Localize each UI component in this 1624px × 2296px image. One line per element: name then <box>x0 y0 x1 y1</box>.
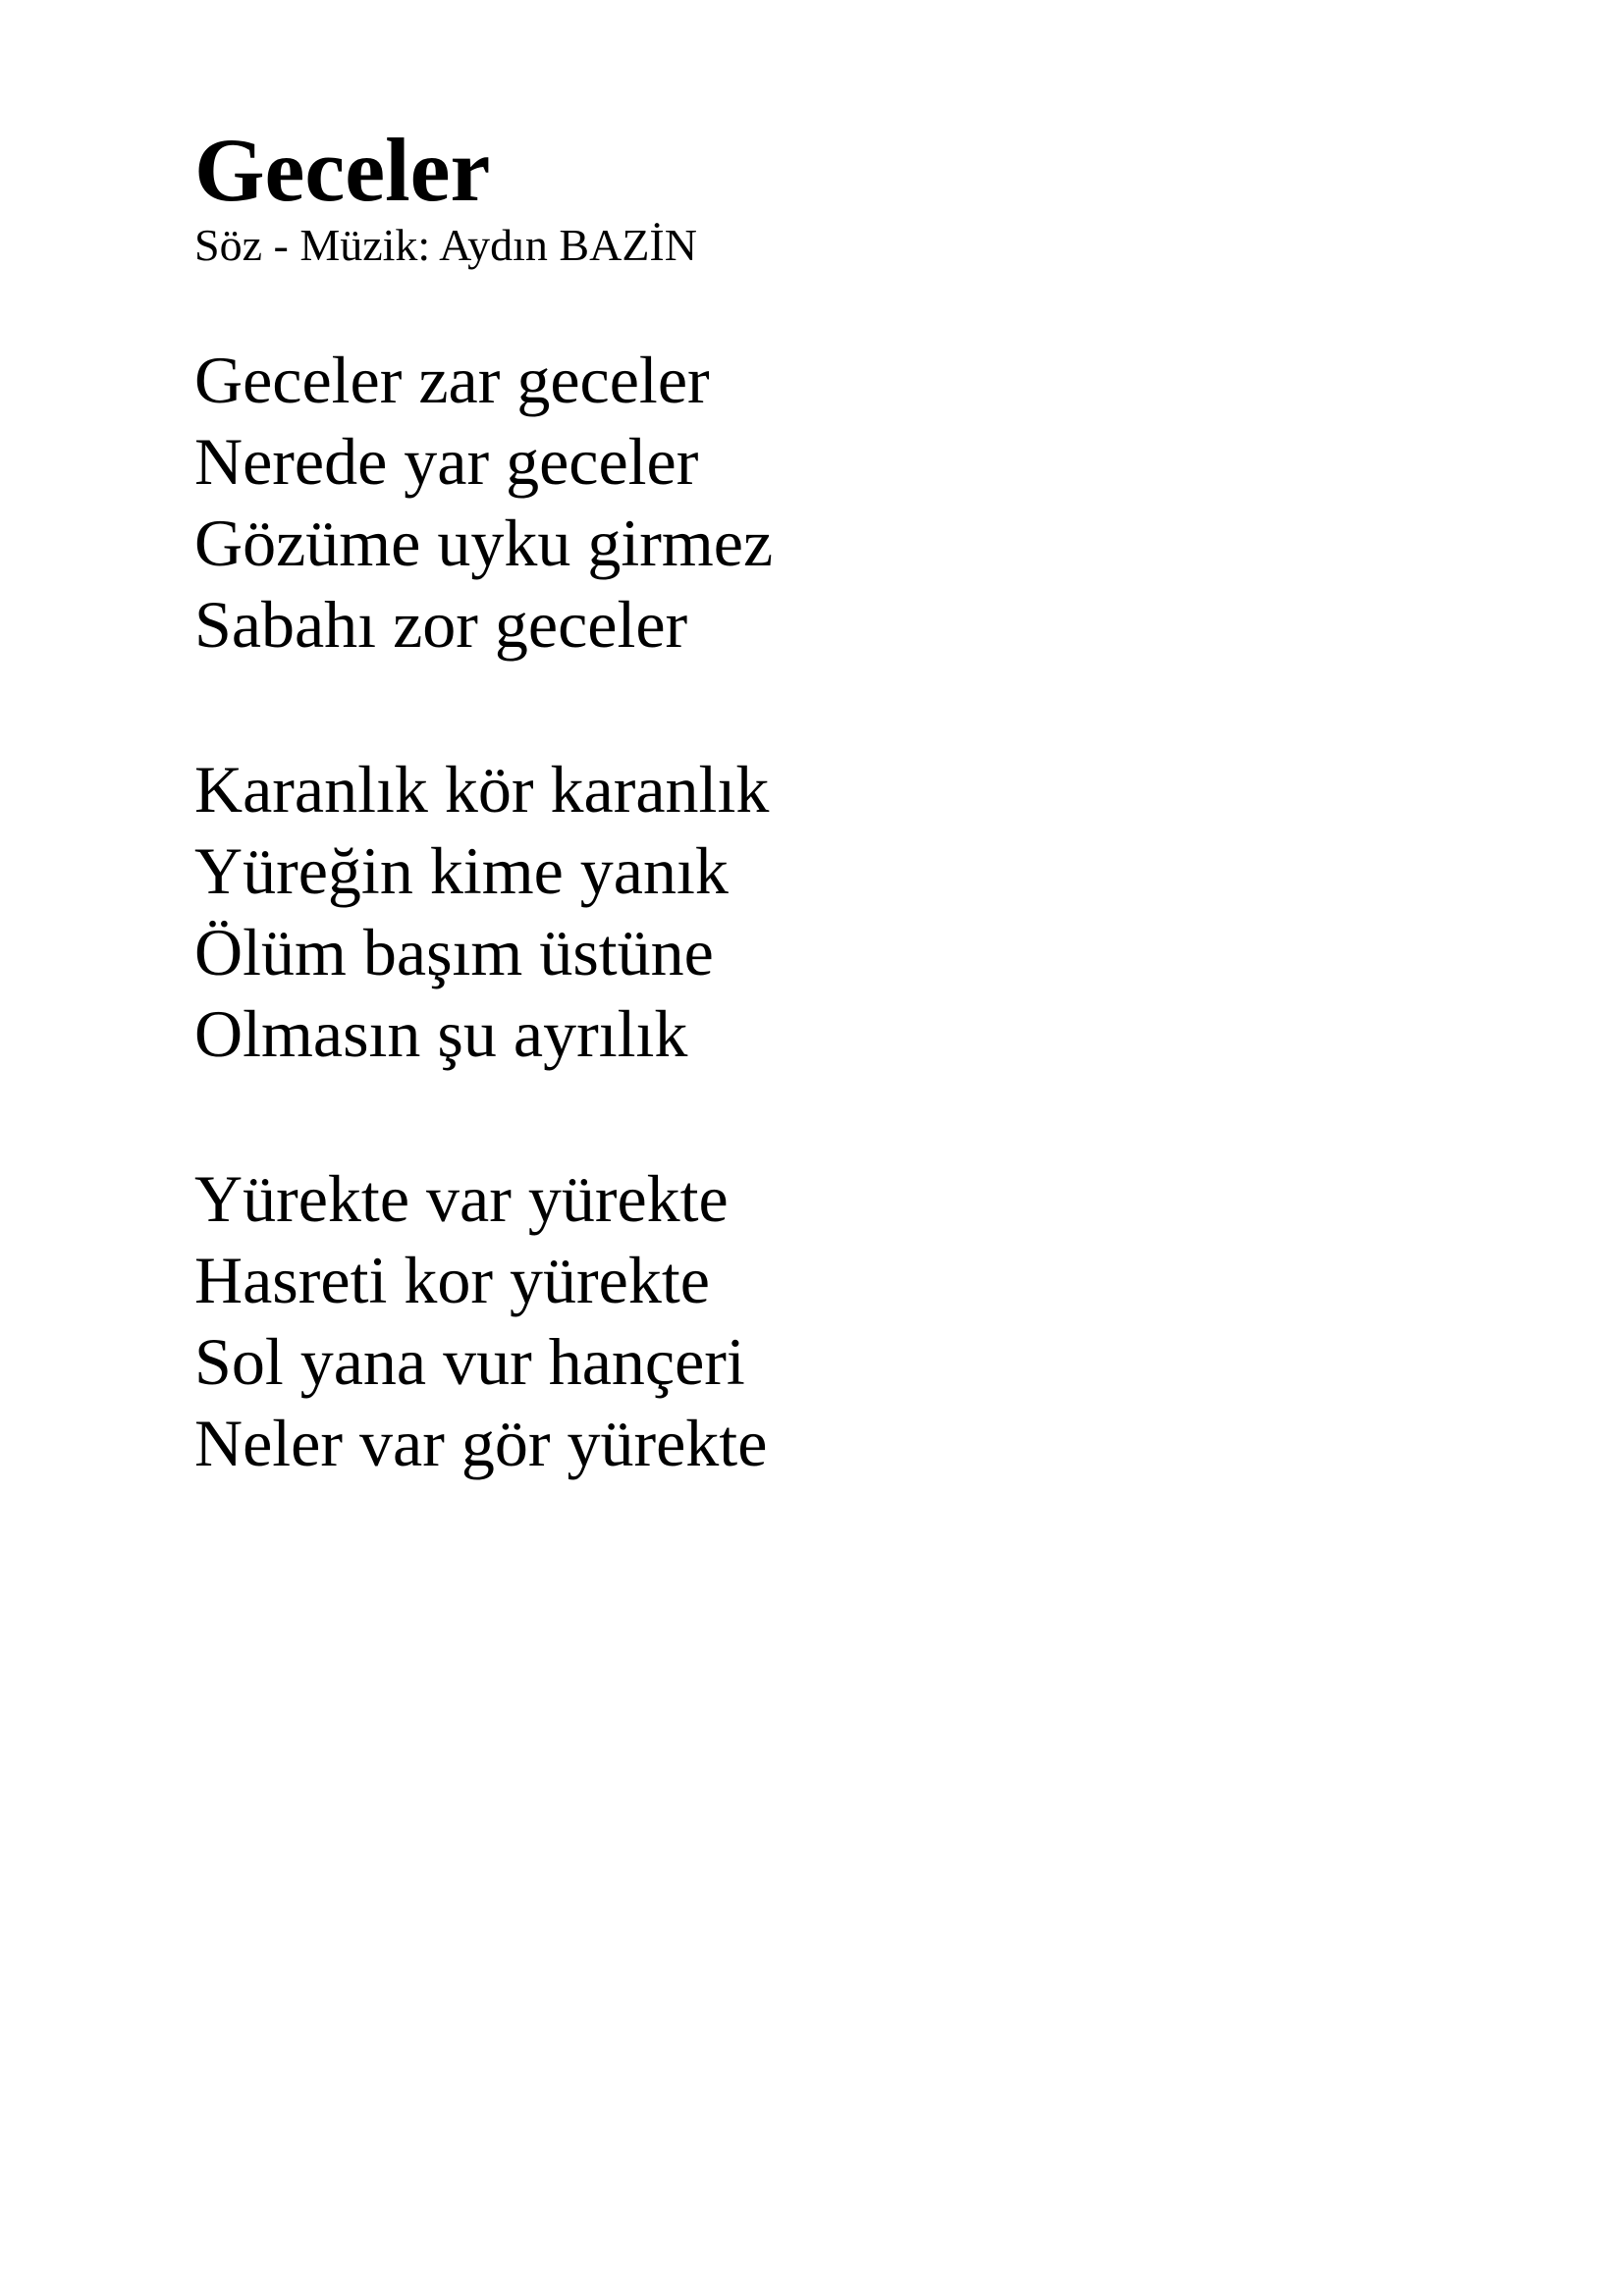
lyric-line: Sol yana vur hançeri <box>194 1324 745 1399</box>
lyric-line: Nerede yar geceler <box>194 424 699 499</box>
lyric-line: Yüreğin kime yanık <box>194 833 729 908</box>
lyric-line: Ölüm başım üstüne <box>194 915 714 989</box>
lyric-line: Karanlık kör karanlık <box>194 752 770 827</box>
lyric-line: Sabahı zor geceler <box>194 587 688 662</box>
song-credit: Söz - Müzik: Aydın BAZİN <box>194 220 697 270</box>
lyric-line: Hasreti kor yürekte <box>194 1243 710 1317</box>
stanza-1 <box>194 340 773 666</box>
stanza-2 <box>194 749 769 1075</box>
stanza-3 <box>194 1158 767 1484</box>
song-title: Geceler <box>194 120 491 220</box>
lyric-line: Yürekte var yürekte <box>194 1161 729 1236</box>
lyric-line: Olmasın şu ayrılık <box>194 996 688 1071</box>
lyric-line: Geceler zar geceler <box>194 343 710 417</box>
lyric-line: Gözüme uyku girmez <box>194 506 774 580</box>
lyric-line: Neler var gör yürekte <box>194 1406 768 1480</box>
